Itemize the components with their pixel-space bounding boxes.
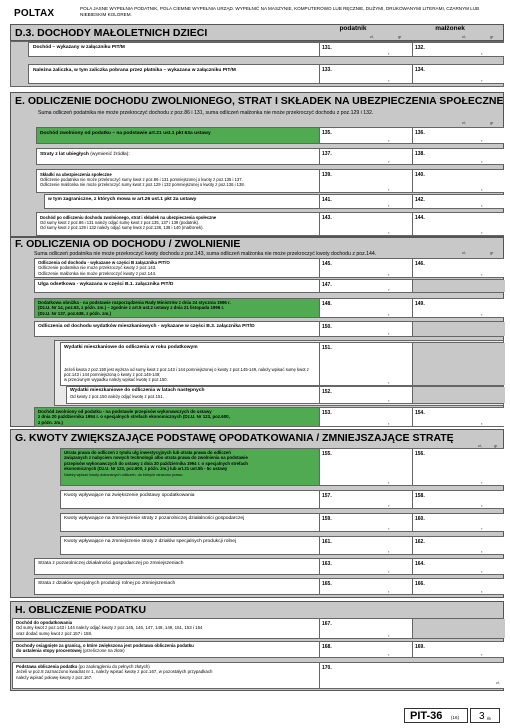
gr-label: gr bbox=[494, 444, 498, 448]
row-note: oraz dodać sumę kwot z poz.157 i 158. bbox=[16, 630, 93, 636]
field-142[interactable]: 142. , bbox=[412, 195, 505, 208]
field-162[interactable]: 162. , bbox=[412, 537, 505, 554]
field-145[interactable]: 145. , bbox=[319, 259, 412, 277]
row-note: do ustalenia stopy procentowej bbox=[16, 648, 82, 654]
zl-label: zł, bbox=[478, 444, 482, 448]
field-158[interactable]: 158. , bbox=[412, 491, 505, 508]
row-168 bbox=[12, 641, 504, 658]
field-155[interactable]: 155. , bbox=[319, 449, 412, 485]
row-159 bbox=[60, 513, 504, 532]
row-note: Odliczenie podatnika nie może przekroczyć kwoty z poz.143. bbox=[38, 265, 157, 271]
field-166[interactable]: 166. , bbox=[412, 579, 505, 594]
row-161 bbox=[60, 536, 504, 555]
col-podatnik-header: podatnik bbox=[339, 25, 367, 32]
row-label: Strata z pozarolniczej działalności gospodarczej po zmniejszeniach bbox=[38, 561, 184, 566]
row-155 bbox=[60, 448, 504, 486]
gr-label: gr bbox=[490, 121, 494, 125]
row-note: Należy wpisać kwoty dokonanych odliczeń, do których utracono prawo. bbox=[64, 472, 184, 477]
field-150[interactable]: 150. , bbox=[319, 322, 412, 336]
row-131 bbox=[28, 42, 504, 57]
row-170 bbox=[12, 662, 504, 689]
row-note: z dnia 20 października 1994 r. o specjalnych strefach ekonomicznych (Dz.U. Nr 123, poz.600, bbox=[38, 414, 230, 420]
field-170[interactable]: 170. zł, bbox=[319, 663, 505, 688]
zl-label: zł, bbox=[462, 251, 466, 255]
field-160[interactable]: 160. , bbox=[412, 514, 505, 531]
field-169[interactable]: 169. , bbox=[412, 642, 505, 657]
field-156[interactable]: 156. , bbox=[412, 449, 505, 485]
row-label: w tym zagraniczne, z których mowa w art.26 ust.1 pkt 2a ustawy bbox=[48, 197, 197, 202]
page-number-box bbox=[470, 708, 500, 723]
field-137[interactable]: 137. , bbox=[319, 149, 412, 164]
field-133[interactable]: 133. , bbox=[319, 65, 412, 83]
field-157[interactable]: 157. , bbox=[319, 491, 412, 508]
row-label: Dodatkowa obniżka - na podstawie rozporządzenia Rady Ministrów z dnia 24 stycznia 1996 r. bbox=[38, 300, 231, 305]
row-label: Kwoty wpływające na zmniejszenie straty z pozarolniczej działalności gospodarczej bbox=[64, 516, 245, 521]
field-161[interactable]: 161. , bbox=[319, 537, 412, 554]
field-140[interactable]: 140. , bbox=[412, 170, 505, 192]
section-h-title: H. OBLICZENIE PODATKU bbox=[15, 604, 147, 616]
row-note: Od sumy kwot z poz.143 i 144 należy odjąć kwoty z poz.145, 146, 147, 148, 149, 151, 153 i 154 bbox=[16, 625, 203, 631]
field-136[interactable]: 136. , bbox=[412, 128, 505, 143]
row-note: Od kwoty z poz.150 należy odjąć kwotę z poz.151. bbox=[70, 393, 164, 399]
zl-label: zł, bbox=[370, 35, 374, 39]
row-141 bbox=[44, 194, 504, 209]
field-152-empty bbox=[412, 387, 505, 403]
row-153 bbox=[34, 407, 504, 427]
field-147-empty bbox=[412, 280, 505, 292]
form-name-box bbox=[404, 708, 468, 723]
row-label: Kwoty wpływające na zwiększenie podstawy opodatkowania bbox=[64, 493, 195, 498]
row-note: (przeliczone na złote) bbox=[82, 648, 125, 654]
row-label: Dochód – wykazany w załączniku PIT/M bbox=[33, 45, 125, 50]
field-146[interactable]: 146. , bbox=[412, 259, 505, 277]
field-151[interactable]: 151. , bbox=[319, 343, 412, 385]
row-137 bbox=[36, 148, 504, 165]
zl-label: zł, bbox=[462, 35, 466, 39]
row-note: Odliczenie małżonka nie może przekroczyć sumy kwot z poz.129 i 132 pomniejszonej o kwoty z poz.136 i 138. bbox=[40, 182, 245, 187]
field-139[interactable]: 139. , bbox=[319, 170, 412, 192]
zl-label: zł, bbox=[462, 121, 466, 125]
row-147 bbox=[34, 279, 504, 293]
section-d3-title: D.3. DOCHODY MAŁOLETNICH DZIECI bbox=[15, 27, 208, 39]
section-g-title: G. KWOTY ZWIĘKSZAJĄCE PODSTAWĘ OPODATKOWANIA / ZMNIEJSZAJĄCE STRATĘ bbox=[15, 432, 454, 444]
field-151-empty bbox=[412, 343, 505, 385]
section-e-title: E. ODLICZENIE DOCHODU ZWOLNIONEGO, STRAT I SKŁADEK NA UBEZPIECZENIA SPOŁECZNE bbox=[15, 95, 504, 107]
row-label: Należna zaliczka, w tym zaliczka pobrana przez płatnika – wykazana w załączniku PIT/M bbox=[33, 68, 236, 73]
row-note: (Dz.U. Nr 137, poz.638, z późn. zm.) bbox=[38, 310, 111, 316]
row-151 bbox=[60, 342, 504, 386]
field-154[interactable]: 154. , bbox=[412, 408, 505, 426]
row-label: Dochód do opodatkowania bbox=[16, 620, 73, 625]
gr-label: gr bbox=[490, 251, 494, 255]
field-165[interactable]: 165. , bbox=[319, 579, 412, 594]
row-label: Dochód po odliczeniu dochodu zwolnionego, strat i składek na ubezpieczenia społeczne bbox=[40, 215, 217, 220]
row-note: z późn. zm.) bbox=[38, 419, 63, 425]
page-total: /6 bbox=[487, 716, 491, 721]
field-132[interactable]: 132. , bbox=[412, 43, 505, 56]
row-note: Odliczenie małżonka nie może przekroczyć kwoty z poz.144. bbox=[38, 270, 157, 276]
form-name: PIT-36 bbox=[410, 710, 443, 722]
section-f-title: F. ODLICZENIA OD DOCHODU / ZWOLNIENIE bbox=[15, 238, 241, 250]
row-note: (Dz.U. Nr 14, poz.63, z późn. zm.) – zgodnie z art.5 ust.2 ustawy z dnia 21 listopada 1996 r. bbox=[38, 305, 225, 311]
field-141[interactable]: 141. , bbox=[319, 195, 412, 208]
row-label: Straty z lat ubiegłych bbox=[40, 152, 89, 157]
row-163 bbox=[34, 558, 504, 575]
field-164[interactable]: 164. , bbox=[412, 559, 505, 574]
row-note: przepisów wykonawczych do ustawy z dnia 20 października 1994 r. o specjalnych strefach bbox=[64, 460, 248, 466]
section-f-subtitle: Suma odliczeń podatnika nie może przekroczyć kwoty dochodu z poz.143, suma odliczeń małżonka nie może przekroczyć kwoty dochodu z poz.144. bbox=[34, 251, 377, 257]
field-147[interactable]: 147. , bbox=[319, 280, 412, 292]
field-144[interactable]: 144. , bbox=[412, 213, 505, 235]
row-label: Utrata prawa do odliczeń z tytułu ulg inwestycyjnych lub utrata prawa do odliczeń bbox=[64, 450, 231, 455]
field-149[interactable]: 149. , bbox=[412, 299, 505, 317]
field-152[interactable]: 152. , bbox=[319, 387, 412, 403]
row-135 bbox=[36, 127, 504, 144]
field-167[interactable]: 167. , bbox=[319, 619, 412, 638]
row-note: w przeciwnym wypadku należy wpisać kwotę z poz.150. bbox=[64, 377, 168, 382]
row-143 bbox=[36, 212, 504, 236]
row-note: Od sumy kwot z poz.129 i 132 należy odjąć sumę kwot z poz.136, 138 i 140 (małżonek). bbox=[40, 225, 204, 230]
field-138[interactable]: 138. , bbox=[412, 149, 505, 164]
field-150-empty bbox=[412, 322, 505, 336]
field-163[interactable]: 163. , bbox=[319, 559, 412, 574]
col-malzonek-header: małżonek bbox=[435, 25, 465, 32]
row-note: Odliczenie podatnika nie może przekroczyć sumy kwot z poz.86 i 131 pomniejszonej o kwoty z poz.135 i 137. bbox=[40, 177, 243, 182]
row-145 bbox=[34, 258, 504, 278]
row-152 bbox=[66, 386, 504, 404]
row-label: Wydatki mieszkaniowe do odliczenia w latach następnych bbox=[70, 388, 205, 393]
form-version: (16) bbox=[451, 715, 460, 720]
row-label: Składki na ubezpieczenia społeczne bbox=[40, 172, 112, 177]
row-157 bbox=[60, 490, 504, 509]
row-label: Odliczenia od dochodu wydatków mieszkaniowych - wykazane w części B.3. załącznika PIT/D bbox=[38, 324, 255, 329]
row-note: ekonomicznych (Dz.U. Nr 123, poz.600, z późn. zm.) lub art.21 ust.5b - 5c ustawy bbox=[64, 466, 228, 472]
row-label: Podstawa obliczenia podatku bbox=[16, 664, 78, 669]
row-167 bbox=[12, 618, 504, 639]
section-e-subtitle: Suma odliczeń podatnika nie może przekroczyć dochodu z poz.86 i 131, suma odliczeń małżonka nie może przekroczyć dochodu z poz.129 i 132. bbox=[38, 110, 374, 116]
row-label: Dochód zwolniony od podatku – na podstawie art.21 ust.1 pkt 63a ustawy bbox=[40, 131, 211, 136]
field-153[interactable]: 153. , bbox=[319, 408, 412, 426]
row-label: Kwoty wpływające na zmniejszenie straty z działów specjalnych produkcji rolnej bbox=[64, 539, 237, 544]
field-143[interactable]: 143. , bbox=[319, 213, 412, 235]
row-note: Od sumy kwot z poz.86 i 131 należy odjąć sumę kwot z poz.135, 137 i 139 (podatnik). bbox=[40, 220, 200, 225]
field-135[interactable]: 135. , bbox=[319, 128, 412, 143]
row-note: (po zaokrągleniu do pełnych złotych) bbox=[78, 664, 150, 669]
row-label: Dochody osiągnięte za granicą, o które zwiększona jest podstawa obliczenia podatku bbox=[16, 643, 194, 648]
row-148 bbox=[34, 298, 504, 318]
row-note: związanych z nabyciem nowych technologii albo utrata prawa do zwolnienia na podstawie bbox=[64, 455, 248, 461]
gr-label: gr bbox=[490, 35, 494, 39]
instructions-note: POLA JASNE WYPEŁNIA PODATNIK, POLA CIEMNE WYPEŁNIA URZĄD. WYPEŁNIĆ NA MASZYNIE, KOMPUTEROWO LUB RĘCZNIE, DUŻYMI, DRUKOWANYMI LITERAMI, CZARNYM LUB NIEBIESKIM KOLOREM. bbox=[80, 6, 480, 17]
poltax-logo: POLTAX bbox=[14, 8, 55, 19]
field-159[interactable]: 159. , bbox=[319, 514, 412, 531]
row-note: Jeżeli kwota z poz.150 jest wyższa od sumy kwot z poz.143 i 144 pomniejszonej o kwoty z poz.145-149, należy wpisać sumę kwot z poz.143 i 144 pomniejszoną o kwoty z poz.145-149; bbox=[64, 367, 309, 377]
row-label: Dochód zwolniony od podatku - na podstawie przepisów wykonawczych do ustawy bbox=[38, 409, 212, 414]
field-167-empty bbox=[412, 619, 505, 638]
field-131[interactable]: 131. , bbox=[319, 43, 412, 56]
gr-label: gr bbox=[398, 35, 402, 39]
row-note: Jeżeli w poz.8 zaznaczono kwadrat nr 1, należy wpisać kwotę z poz.167, w pozostałych przypadkach bbox=[16, 669, 213, 675]
row-label: Wydatki mieszkaniowe do odliczenia w roku podatkowym bbox=[64, 345, 198, 350]
row-150 bbox=[34, 321, 504, 337]
row-label: Odliczenia od dochodu - wykazane w części B załącznika PIT/O bbox=[38, 260, 170, 265]
field-148[interactable]: 148. , bbox=[319, 299, 412, 317]
row-note: (wymienić źródła): bbox=[90, 152, 130, 157]
row-133 bbox=[28, 64, 504, 84]
row-label: Strata z działów specjalnych produkcji rolnej po zmniejszeniach bbox=[38, 581, 176, 586]
field-134[interactable]: 134. , bbox=[412, 65, 505, 83]
row-139 bbox=[36, 169, 504, 193]
row-note: należy wpisać połowę kwoty z poz.167. bbox=[16, 674, 93, 680]
row-165 bbox=[34, 578, 504, 595]
field-168[interactable]: 168. , bbox=[319, 642, 412, 657]
row-label: Ulga odsetkowa - wykazana w części B.1. załącznika PIT/D bbox=[38, 282, 174, 287]
page-number: 3 bbox=[479, 711, 485, 722]
